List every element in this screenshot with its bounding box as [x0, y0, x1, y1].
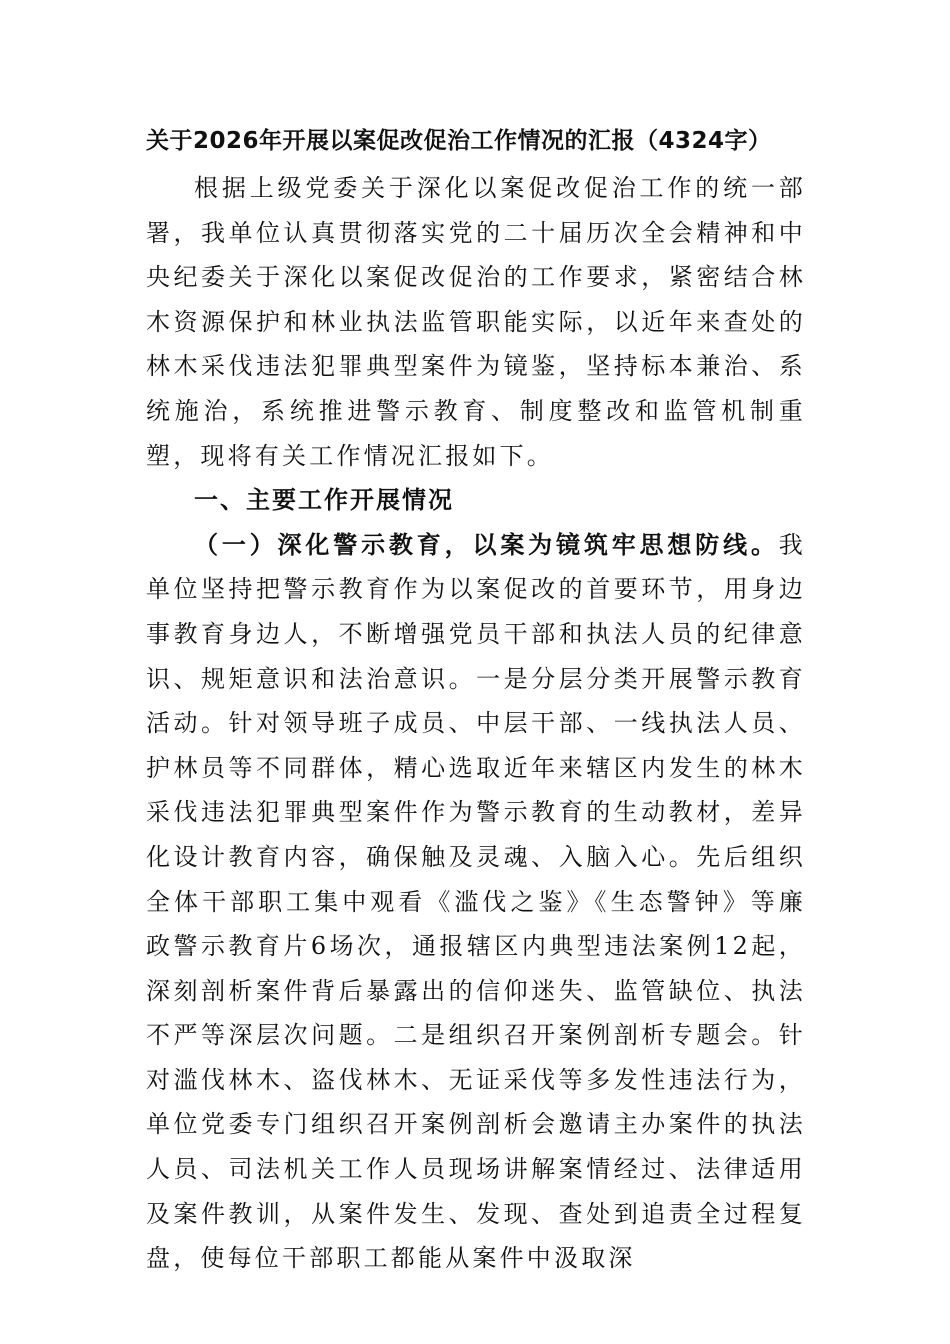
subsection-lead: （一）深化警示教育，以案为镜筑牢思想防线。 — [194, 530, 779, 559]
subsection-body: 我单位坚持把警示教育作为以案促改的首要环节，用身边事教育身边人，不断增强党员干部和执法人员的纪律意识、规矩意识和法治意识。一是分层分类开展警示教育活动。针对领导班子成员、中层干部、一线执法人员、护林员等不同群体，精心选取近年来辖区内发生的林木采伐违法犯罪典型案件作为警示教育的生动教材，差异化设计教育内容，确保触及灵魂、入脑入心。先后组织全体干部职工集中观看《滥伐之鉴》《生态警钟》等廉政警示教育片6场次，通报辖区内典型违法案例12起，深刻剖析案件背后暴露出的信仰迷失、监管缺位、执法不严等深层次问题。二是组织召开案例剖析专题会。针对滥伐林木、盗伐林木、无证采伐等多发性违法行为，单位党委专门组织召开案例剖析会邀请主办案件的执法人员、司法机关工作人员现场讲解案情经过、法律适用及案件教训，从案件发生、发现、查处到追责全过程复盘，使每位干部职工都能从案件中汲取深 — [146, 530, 806, 1273]
document-page — [146, 122, 806, 1281]
subsection-paragraph — [146, 523, 806, 1281]
intro-paragraph: 根据上级党委关于深化以案促改促治工作的统一部署，我单位认真贯彻落实党的二十届历次全会精神和中央纪委关于深化以案促改促治的工作要求，紧密结合林木资源保护和林业执法监管职能实际，以近年来查处的林木采伐违法犯罪典型案件为镜鉴，坚持标本兼治、系统施治，系统推进警示教育、制度整改和监管机制重塑，现将有关工作情况汇报如下。 — [146, 174, 806, 470]
section-heading: 一、主要工作开展情况 — [194, 486, 454, 515]
document-title: 关于2026年开展以案促改促治工作情况的汇报（4324字） — [146, 128, 772, 154]
